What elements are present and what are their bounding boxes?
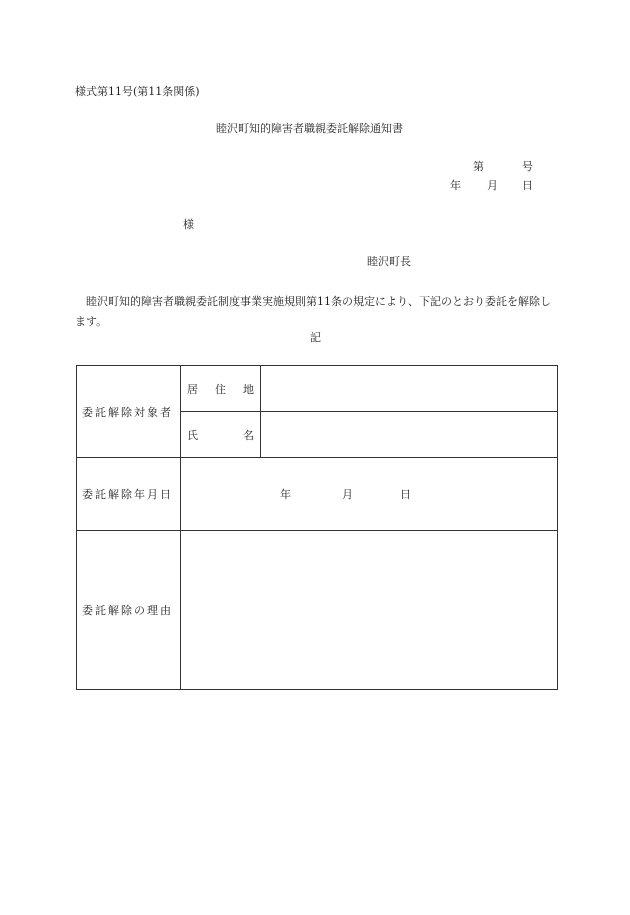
table-row (77, 458, 558, 531)
date-day-unit: 日 (400, 488, 411, 501)
name-label-char: 名 (243, 428, 254, 442)
address-label-char: 住 (215, 382, 226, 396)
document-title: 睦沢町知的障害者職親委託解除通知書 (216, 122, 403, 135)
address-field[interactable] (261, 366, 558, 412)
issuer-name: 睦沢町長 (367, 255, 411, 268)
table-row (77, 531, 558, 690)
issue-date-year: 年 (450, 179, 461, 192)
address-label-char: 地 (243, 382, 254, 396)
document-number-label: 第 (473, 160, 484, 173)
cancellation-form-table (76, 365, 558, 690)
cancellation-reason-label: 委託解除の理由 (77, 531, 181, 690)
cancellation-reason-field[interactable] (181, 531, 558, 690)
cancellation-date-field[interactable] (181, 458, 558, 531)
form-number: 様式第11号(第11条関係) (75, 85, 200, 98)
address-label (181, 366, 261, 412)
ki-heading: 記 (310, 331, 321, 344)
issue-date-month: 月 (487, 179, 498, 192)
name-field[interactable] (261, 412, 558, 458)
document-number-suffix: 号 (522, 160, 533, 173)
table-row (77, 366, 558, 412)
notice-body-text: 睦沢町知的障害者職親委託制度事業実施規則第11条の規定により、下記のとおり委託を解除します。 (75, 295, 551, 328)
addressee-honorific: 様 (183, 218, 194, 231)
name-label-char: 氏 (187, 428, 198, 442)
target-person-label: 委託解除対象者 (77, 366, 181, 458)
date-month-unit: 月 (342, 488, 353, 501)
name-label (181, 412, 261, 458)
cancellation-date-label: 委託解除年月日 (77, 458, 181, 531)
date-year-unit: 年 (280, 488, 291, 501)
address-label-char: 居 (187, 382, 198, 396)
issue-date-day: 日 (522, 179, 533, 192)
